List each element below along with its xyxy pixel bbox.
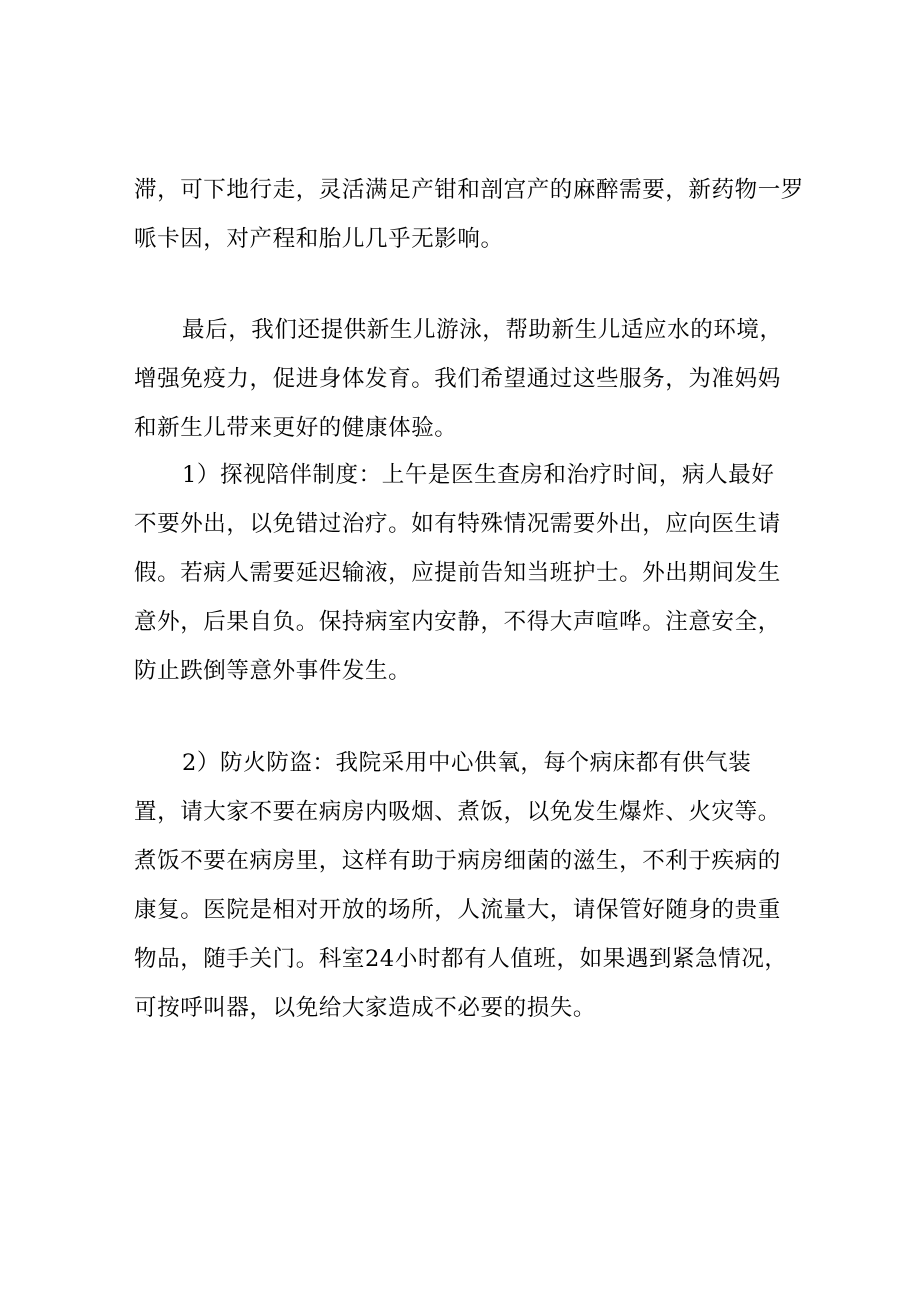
text-line: 可按呼叫器，以免给大家造成不必要的损失。 (134, 995, 597, 1021)
text-line: 哌卡因，对产程和胎儿几乎无影响。 (134, 226, 504, 252)
text-line: 不要外出，以免错过治疗。如有特殊情况需要外出，应向医生请 (134, 511, 781, 537)
text-line: 2）防火防盗：我院采用中心供氧，每个病床都有供气装 (182, 750, 752, 776)
text-line: 康复。医院是相对开放的场所，人流量大，请保管好随身的贵重 (134, 897, 781, 923)
text-line: 最后，我们还提供新生儿游泳，帮助新生儿适应水的环境， (182, 317, 783, 343)
text-line: 1）探视陪伴制度：上午是医生查房和治疗时间，病人最好 (182, 462, 775, 488)
text-line: 和新生儿带来更好的健康体验。 (134, 415, 458, 441)
text-line: 物品，随手关门。科室24小时都有人值班，如果遇到紧急情况， (134, 946, 788, 972)
text-line: 假。若病人需要延迟输液，应提前告知当班护士。外出期间发生 (134, 560, 781, 586)
text-line: 置，请大家不要在病房内吸烟、煮饭，以免发生爆炸、火灾等。 (134, 799, 781, 825)
text-line: 滞，可下地行走，灵活满足产钳和剖宫产的麻醉需要，新药物一罗 (134, 177, 804, 203)
text-line: 意外，后果自负。保持病室内安静，不得大声喧哗。注意安全， (134, 609, 781, 635)
text-line: 煮饭不要在病房里，这样有助于病房细菌的滋生，不利于疾病的 (134, 848, 781, 874)
text-line: 防止跌倒等意外事件发生。 (134, 658, 412, 684)
text-line: 增强免疫力，促进身体发育。我们希望通过这些服务，为准妈妈 (134, 366, 781, 392)
